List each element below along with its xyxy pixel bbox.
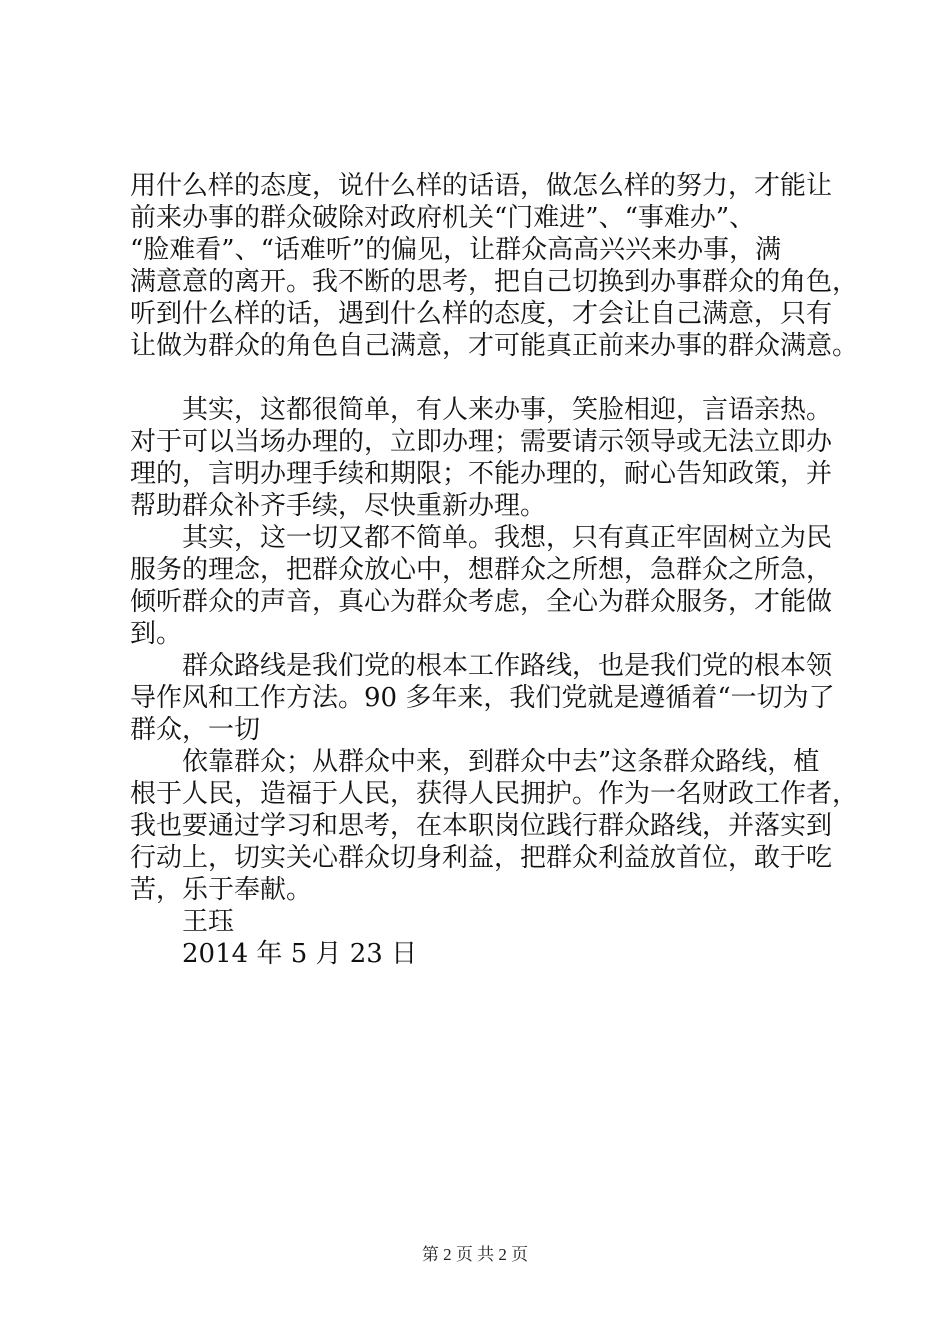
paragraph-line: 导作风和工作方法。90 多年来，我们党就是遵循着“一切为了: [130, 683, 835, 713]
paragraph-line: 听到什么样的话，遇到什么样的态度，才会让自己满意，只有: [130, 299, 833, 329]
paragraph-line: 倾听群众的声音，真心为群众考虑，全心为群众服务，才能做: [130, 587, 833, 617]
paragraph-line: 让做为群众的角色自己满意，才可能真正前来办事的群众满意。: [130, 331, 859, 361]
paragraph-line: 苦，乐于奉献。: [130, 875, 313, 905]
paragraph-spacer: [130, 362, 850, 394]
page-footer: [0, 1244, 950, 1266]
signature-date: 2014 年 5 月 23 日: [182, 939, 418, 969]
paragraph-line: 前来办事的群众破除对政府机关“门难进”、“事难办”、: [130, 203, 756, 233]
paragraph-line: 依靠群众；从群众中来，到群众中去”这条群众路线，植: [182, 747, 820, 777]
paragraph-line: 行动上，切实关心群众切身利益，把群众利益放首位，敢于吃: [130, 843, 833, 873]
paragraph-line: 用什么样的态度，说什么样的话语，做怎么样的努力，才能让: [130, 171, 833, 201]
paragraph-line: 理的，言明办理手续和期限；不能办理的，耐心告知政策，并: [130, 459, 833, 489]
document-body: [130, 170, 859, 970]
signature-name: 王珏: [182, 907, 235, 937]
paragraph-line: 满意意的离开。我不断的思考，把自己切换到办事群众的角色，: [130, 267, 859, 297]
paragraph-line: 其实，这都很简单，有人来办事，笑脸相迎，言语亲热。: [182, 395, 833, 425]
paragraph-line: 其实，这一切又都不简单。我想，只有真正牢固树立为民: [182, 523, 833, 553]
paragraph-line: 到。: [130, 619, 183, 649]
paragraph-line: 服务的理念，把群众放心中，想群众之所想，急群众之所急，: [130, 555, 833, 585]
paragraph-line: 对于可以当场办理的，立即办理；需要请示领导或无法立即办: [130, 427, 833, 457]
paragraph-line: “脸难看”、“话难听”的偏见，让群众高高兴兴来办事，满: [130, 235, 782, 265]
paragraph-line: 群众，一切: [130, 715, 261, 745]
paragraph-line: 我也要通过学习和思考，在本职岗位践行群众路线，并落实到: [130, 811, 833, 841]
paragraph-line: 帮助群众补齐手续，尽快重新办理。: [130, 491, 547, 521]
paragraph-line: 根于人民，造福于人民，获得人民拥护。作为一名财政工作者，: [130, 779, 859, 809]
page-number-label: 第 2 页 共 2 页: [421, 1245, 529, 1264]
paragraph-line: 群众路线是我们党的根本工作路线，也是我们党的根本领: [182, 651, 833, 681]
